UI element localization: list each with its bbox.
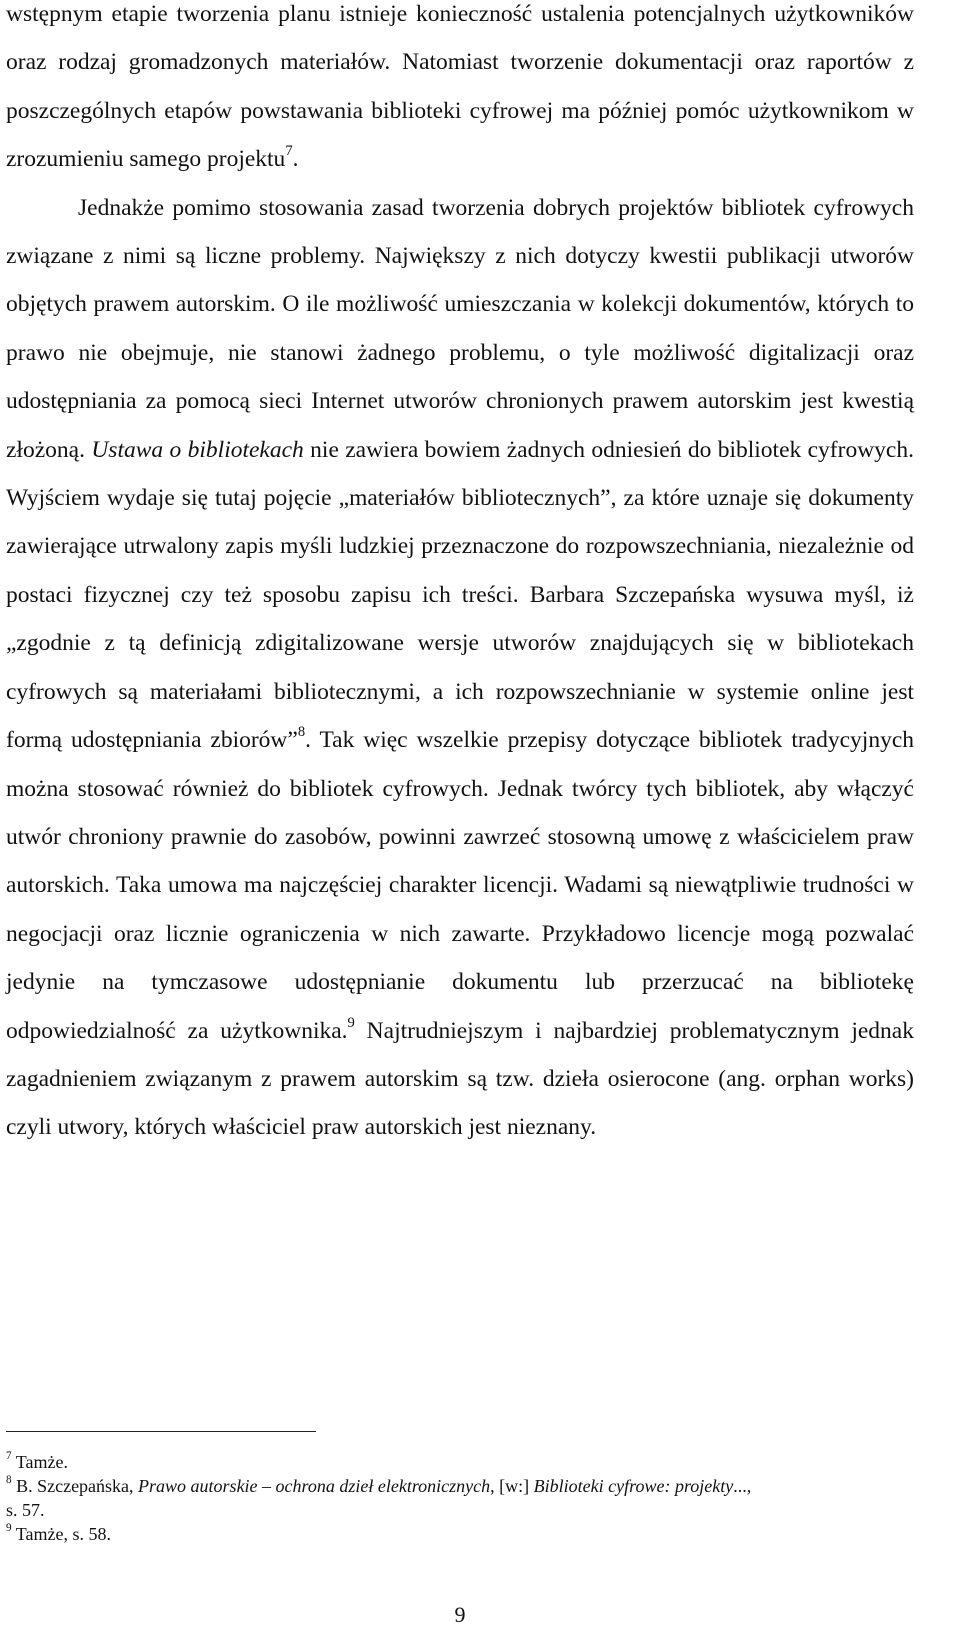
footnote-7-text: Tamże. — [11, 1452, 68, 1472]
footnote-8-author: B. Szczepańska, — [11, 1476, 139, 1496]
paragraph-2-part-c: . Tak więc wszelkie przepisy dotyczące bibliotek tradycyjnych można stosować również do bibliotek cyfrowych. Jednak twórcy tych bibliotek, aby włączyć utwór chroniony prawnie do zasobów, powinni zawrzeć stosowną umowę z właścicielem praw autorskich. Taka umowa ma najczęściej charakter licencji. Wadami są niewątpliwie trudności w negocjacji oraz licznie ograniczenia w nich zawarte. Przykładowo licencje mogą pozwalać jedynie na tymczasowe udostępnianie dokumentu lub przerzucać na bibliotekę odpowiedzialność za użytkownika. — [6, 727, 914, 1044]
footnote-8-title: Prawo autorskie – ochrona dzieł elektronicznych — [138, 1476, 491, 1496]
footnote-8-source: Biblioteki cyfrowe: projekty — [533, 1476, 734, 1496]
footnote-separator — [6, 1431, 316, 1432]
footnote-7 — [6, 1450, 916, 1474]
paragraph-2-part-b: nie zawiera bowiem żadnych odniesień do bibliotek cyfrowych. Wyjściem wydaje się tutaj pojęcie „materiałów bibliotecznych”, za które uznaje się dokumenty zawierające utrwalony zapis myśli ludzkiej przeznaczone do rozpowszechniania, niezależnie od postaci fizycznej czy też sposobu zapisu ich treści. Barbara Szczepańska wysuwa myśl, iż „zgodnie z tą definicją zdigitalizowane wersje utworów znajdujących się w bibliotekach cyfrowych są materiałami bibliotecznymi, a ich rozpowszechnianie w systemie online jest formą udostępniania zbiorów” — [6, 436, 914, 754]
footnote-ref-9[interactable]: 9 — [347, 1014, 355, 1031]
footnote-8-ellipsis: ..., — [733, 1476, 752, 1496]
paragraph-2-part-a: Jednakże pomimo stosowania zasad tworzenia dobrych projektów bibliotek cyfrowych związane z nimi są liczne problemy. Największy z nich dotyczy kwestii publikacji utworów objętych prawem autorskim. O ile możliwość umieszczania w kolekcji dokumentów, których to prawo nie obejmuje, nie stanowi żadnego problemu, o tyle możliwość digitalizacji oraz udostępniania za pomocą sieci Internet utworów chronionych prawem autorskim jest kwestią złożoną. — [6, 194, 914, 463]
footnote-8-in: , [w:] — [490, 1476, 534, 1496]
paragraph-2-part-d: Najtrudniejszym i najbardziej problematycznym jednak zagadnieniem związanym z prawem autorskim są tzw. dzieła osierocone (ang. orphan works) czyli utwory, których właściciel praw autorskich jest nieznany. — [6, 1017, 914, 1141]
paragraph-1: wstępnym etapie tworzenia planu istnieje konieczność ustalenia potencjalnych użytkowników oraz rodzaj gromadzonych materiałów. Natomiast tworzenie dokumentacji oraz raportów z poszczególnych etapów powstawania biblioteki cyfrowej ma później pomóc użytkownikom w zrozumieniu samego projektu — [6, 1, 914, 173]
footnote-9 — [6, 1522, 916, 1546]
page-number: 9 — [454, 1602, 466, 1627]
footnote-ref-7[interactable]: 7 — [285, 143, 293, 160]
footnote-8 — [6, 1474, 916, 1498]
footnote-9-number: 9 — [6, 1522, 12, 1535]
body-text — [6, 0, 914, 1152]
footnote-7-number: 7 — [6, 1450, 12, 1463]
footnote-9-text: Tamże, s. 58. — [11, 1524, 111, 1544]
footnote-8-number: 8 — [6, 1474, 12, 1487]
footnotes — [6, 1450, 916, 1546]
footnote-8-continuation: s. 57. — [6, 1500, 45, 1520]
law-title-italic: Ustawa o bibliotekach — [91, 436, 304, 463]
paragraph-1-end: . — [292, 146, 299, 173]
footnote-ref-8[interactable]: 8 — [297, 724, 306, 741]
